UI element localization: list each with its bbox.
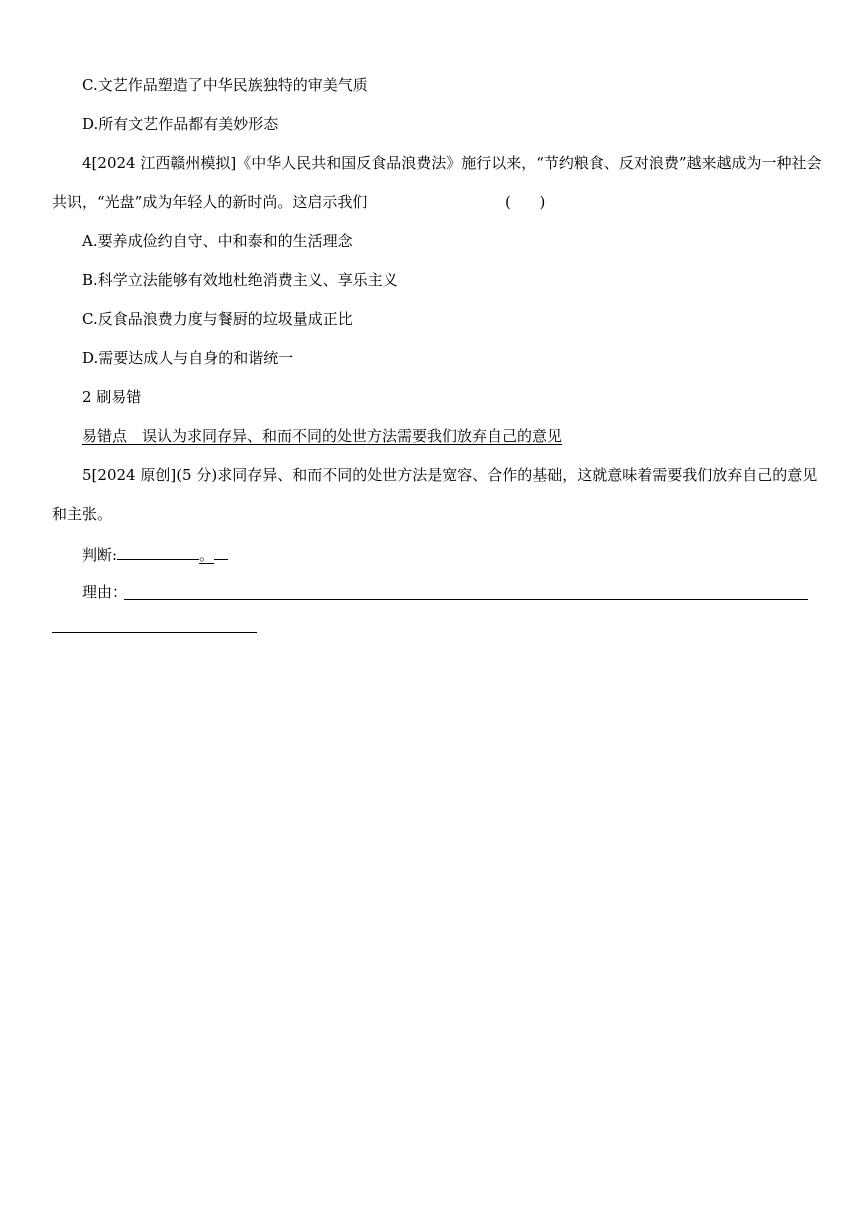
reason-answer-line-1[interactable] xyxy=(124,599,808,600)
judge-end-mark: 。 xyxy=(199,546,215,564)
judge-answer-blank[interactable] xyxy=(117,543,199,560)
q5-stem-line1: 5[2024 原创](5 分)求同存异、和而不同的处世方法是宽容、合作的基础，这就意味着需要我们放弃自己的意见 xyxy=(82,466,818,484)
q5-judge-row xyxy=(82,543,228,565)
error-point-title: 易错点 误认为求同存异、和而不同的处世方法需要我们放弃自己的意见 xyxy=(82,427,563,445)
q4-option-d: D.需要达成人与自身的和谐统一 xyxy=(82,349,294,367)
q4-option-a: A.要养成俭约自守、中和泰和的生活理念 xyxy=(82,232,353,250)
q4-answer-paren: ( ) xyxy=(505,193,546,211)
judge-answer-blank-tail xyxy=(214,543,228,560)
q5-stem-line2: 和主张。 xyxy=(52,505,113,523)
q3-option-d: D.所有文艺作品都有美妙形态 xyxy=(82,115,279,133)
reason-answer-line-2[interactable] xyxy=(52,632,257,633)
q4-option-c: C.反食品浪费力度与餐厨的垃圾量成正比 xyxy=(82,310,353,328)
q5-reason-label: 理由： xyxy=(82,583,128,601)
q4-stem-line2: 共识，“光盘”成为年轻人的新时尚。这启示我们 xyxy=(52,193,368,211)
q4-option-b: B.科学立法能够有效地杜绝消费主义、享乐主义 xyxy=(82,271,398,289)
section-heading: 2 刷易错 xyxy=(82,388,142,406)
judge-label: 判断: xyxy=(82,546,118,564)
q4-stem-line1: 4[2024 江西赣州模拟]《中华人民共和国反食品浪费法》施行以来，“节约粮食、反对浪费”越来越成为一种社会 xyxy=(82,154,822,172)
q3-option-c: C.文艺作品塑造了中华民族独特的审美气质 xyxy=(82,76,368,94)
